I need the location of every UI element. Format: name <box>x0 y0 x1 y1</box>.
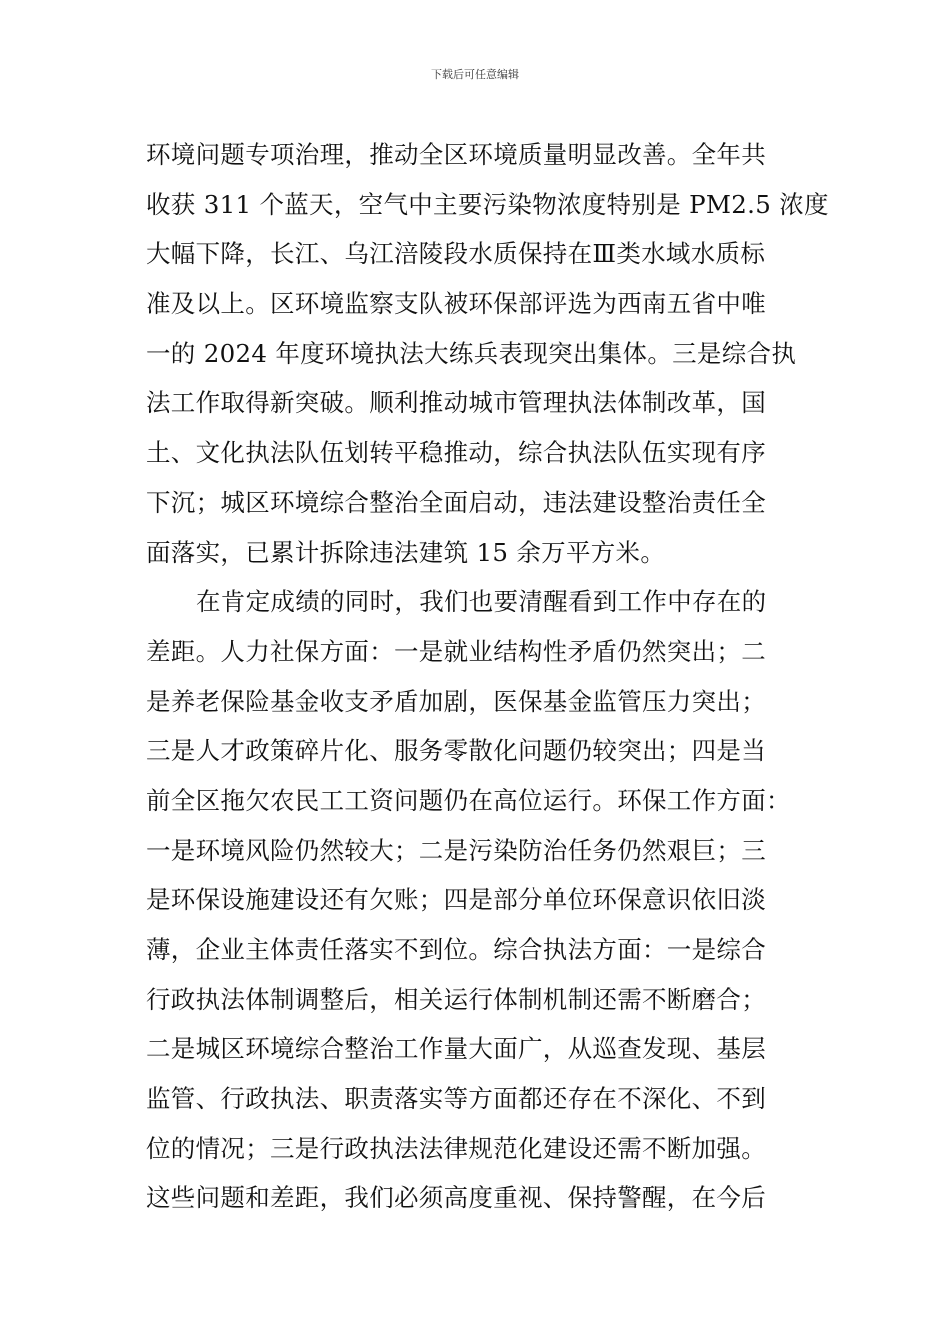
text-line: 是养老保险基金收支矛盾加剧，医保基金监管压力突出； <box>146 686 766 716</box>
text-line: 收获 311 个蓝天，空气中主要污染物浓度特别是 PM2.5 浓度 <box>146 189 829 219</box>
text-line: 差距。人力社保方面：一是就业结构性矛盾仍然突出；二 <box>146 636 766 666</box>
document-body <box>146 130 829 1223</box>
text-line: 一的 2024 年度环境执法大练兵表现突出集体。三是综合执 <box>146 338 797 368</box>
text-line: 这些问题和差距，我们必须高度重视、保持警醒，在今后 <box>146 1183 766 1213</box>
text-line: 二是城区环境综合整治工作量大面广，从巡查发现、基层 <box>146 1034 766 1064</box>
text-line: 监管、行政执法、职责落实等方面都还存在不深化、不到 <box>146 1084 766 1114</box>
text-line: 面落实，已累计拆除违法建筑 15 余万平方米。 <box>146 537 666 567</box>
text-line: 前全区拖欠农民工工资问题仍在高位运行。环保工作方面： <box>146 785 791 815</box>
text-line: 法工作取得新突破。顺利推动城市管理执法体制改革，国 <box>146 388 766 418</box>
text-line: 土、文化执法队伍划转平稳推动，综合执法队伍实现有序 <box>146 438 766 468</box>
text-line: 行政执法体制调整后，相关运行体制机制还需不断磨合； <box>146 984 766 1014</box>
text-line: 下沉；城区环境综合整治全面启动，违法建设整治责任全 <box>146 487 766 517</box>
page-header: 下载后可任意编辑 <box>431 68 519 81</box>
text-line: 是环保设施建设还有欠账；四是部分单位环保意识依旧淡 <box>146 885 766 915</box>
text-line: 位的情况；三是行政执法法律规范化建设还需不断加强。 <box>146 1133 766 1163</box>
text-line: 一是环境风险仍然较大；二是污染防治任务仍然艰巨；三 <box>146 835 766 865</box>
paragraph-start-line: 在肯定成绩的同时，我们也要清醒看到工作中存在的 <box>196 587 767 617</box>
text-line: 环境问题专项治理，推动全区环境质量明显改善。全年共 <box>146 140 766 169</box>
text-line: 大幅下降，长江、乌江涪陵段水质保持在Ⅲ类水域水质标 <box>146 239 766 269</box>
text-line: 准及以上。区环境监察支队被环保部评选为西南五省中唯 <box>146 289 766 319</box>
text-line: 三是人才政策碎片化、服务零散化问题仍较突出；四是当 <box>146 736 766 766</box>
text-line: 薄，企业主体责任落实不到位。综合执法方面：一是综合 <box>146 935 766 964</box>
